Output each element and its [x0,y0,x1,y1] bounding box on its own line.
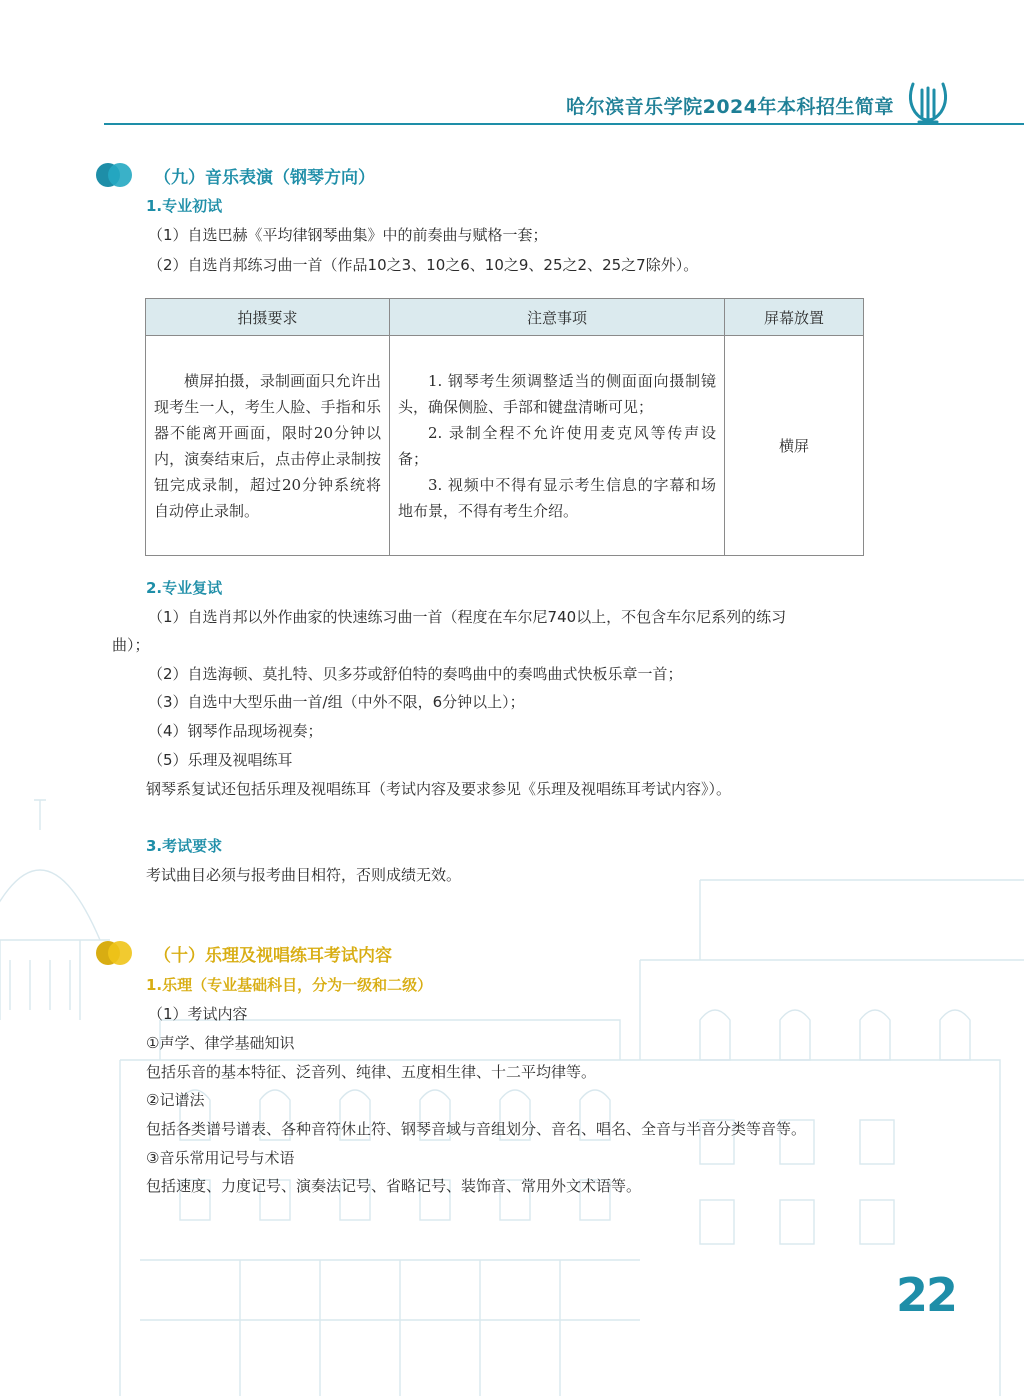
theory-line-4: ②记谱法 [146,1091,205,1109]
section-bullet-icon [96,163,136,187]
exam-requirements-text: 考试曲目必须与报考曲目相符，否则成绩无效。 [146,866,462,884]
header-screen: 屏幕放置 [725,299,864,336]
theory-line-2: ①声学、律学基础知识 [146,1034,295,1052]
sub-heading-second-round: 2.专业复试 [146,579,223,597]
theory-line-7: 包括速度、力度记号、演奏法记号、省略记号、装饰音、常用外文术语等。 [146,1177,642,1195]
cell-notes [390,336,725,556]
second-item-1-line1: （1）自选肖邦以外作曲家的快速练习曲一首（程度在车尔尼740以上，不包含车尔尼系列的练习 [148,608,787,626]
header-rule [104,123,1024,125]
section-10-heading [96,939,392,967]
section-10-title: （十）乐理及视唱练耳考试内容 [154,945,392,966]
second-item-1-line2: 曲）； [112,636,150,654]
header-notes: 注意事项 [390,299,725,336]
lyre-logo-icon [905,78,951,126]
note-1: 1. 钢琴考生须调整适当的侧面面向摄制镜头，确保侧脸、手部和键盘清晰可见； [398,371,716,416]
cell-shooting: 横屏拍摄，录制画面只允许出现考生一人，考生人脸、手指和乐器不能离开画面，限时20分钟以内，演奏结束后，点击停止录制按钮完成录制，超过20分钟系统将自动停止录制。 [146,336,390,556]
theory-line-1: （1）考试内容 [148,1005,248,1023]
second-round-note: 钢琴系复试还包括乐理及视唱练耳（考试内容及要求参见《乐理及视唱练耳考试内容》）。 [146,780,732,798]
prelim-item-1: （1）自选巴赫《平均律钢琴曲集》中的前奏曲与赋格一套； [148,226,548,244]
header-title: 哈尔滨音乐学院2024年本科招生简章 [566,96,894,118]
second-item-2: （2）自选海顿、莫扎特、贝多芬或舒伯特的奏鸣曲中的奏鸣曲式快板乐章一首； [148,665,683,683]
section-9-heading [96,161,375,189]
second-item-4: （4）钢琴作品现场视奏； [148,722,323,740]
section-9-title: （九）音乐表演（钢琴方向） [154,167,375,188]
recording-requirements-table [145,298,864,556]
theory-line-5: 包括各类谱号谱表、各种音符休止符、钢琴音域与音组划分、音名、唱名、全音与半音分类等音等。 [146,1120,807,1138]
second-item-3: （3）自选中大型乐曲一首/组（中外不限，6分钟以上）； [148,693,525,711]
sub-heading-music-theory: 1.乐理（专业基础科目，分为一级和二级） [146,976,433,994]
theory-line-6: ③音乐常用记号与术语 [146,1149,295,1167]
header-shooting: 拍摄要求 [146,299,390,336]
second-item-5: （5）乐理及视唱练耳 [148,751,293,769]
prelim-item-2: （2）自选肖邦练习曲一首（作品10之3、10之6、10之9、25之2、25之7除外）。 [148,256,699,274]
page-number: 22 [896,1268,957,1322]
table-row [146,336,864,556]
table-header-row [146,299,864,336]
sub-heading-exam-requirements: 3.考试要求 [146,837,223,855]
note-2: 2. 录制全程不允许使用麦克风等传声设备； [398,423,716,468]
note-3: 3. 视频中不得有显示考生信息的字幕和场地布景，不得有考生介绍。 [398,475,716,520]
sub-heading-preliminary: 1.专业初试 [146,197,223,215]
theory-line-3: 包括乐音的基本特征、泛音列、纯律、五度相生律、十二平均律等。 [146,1063,597,1081]
section-bullet-icon [96,941,136,965]
cell-screen: 横屏 [725,336,864,556]
